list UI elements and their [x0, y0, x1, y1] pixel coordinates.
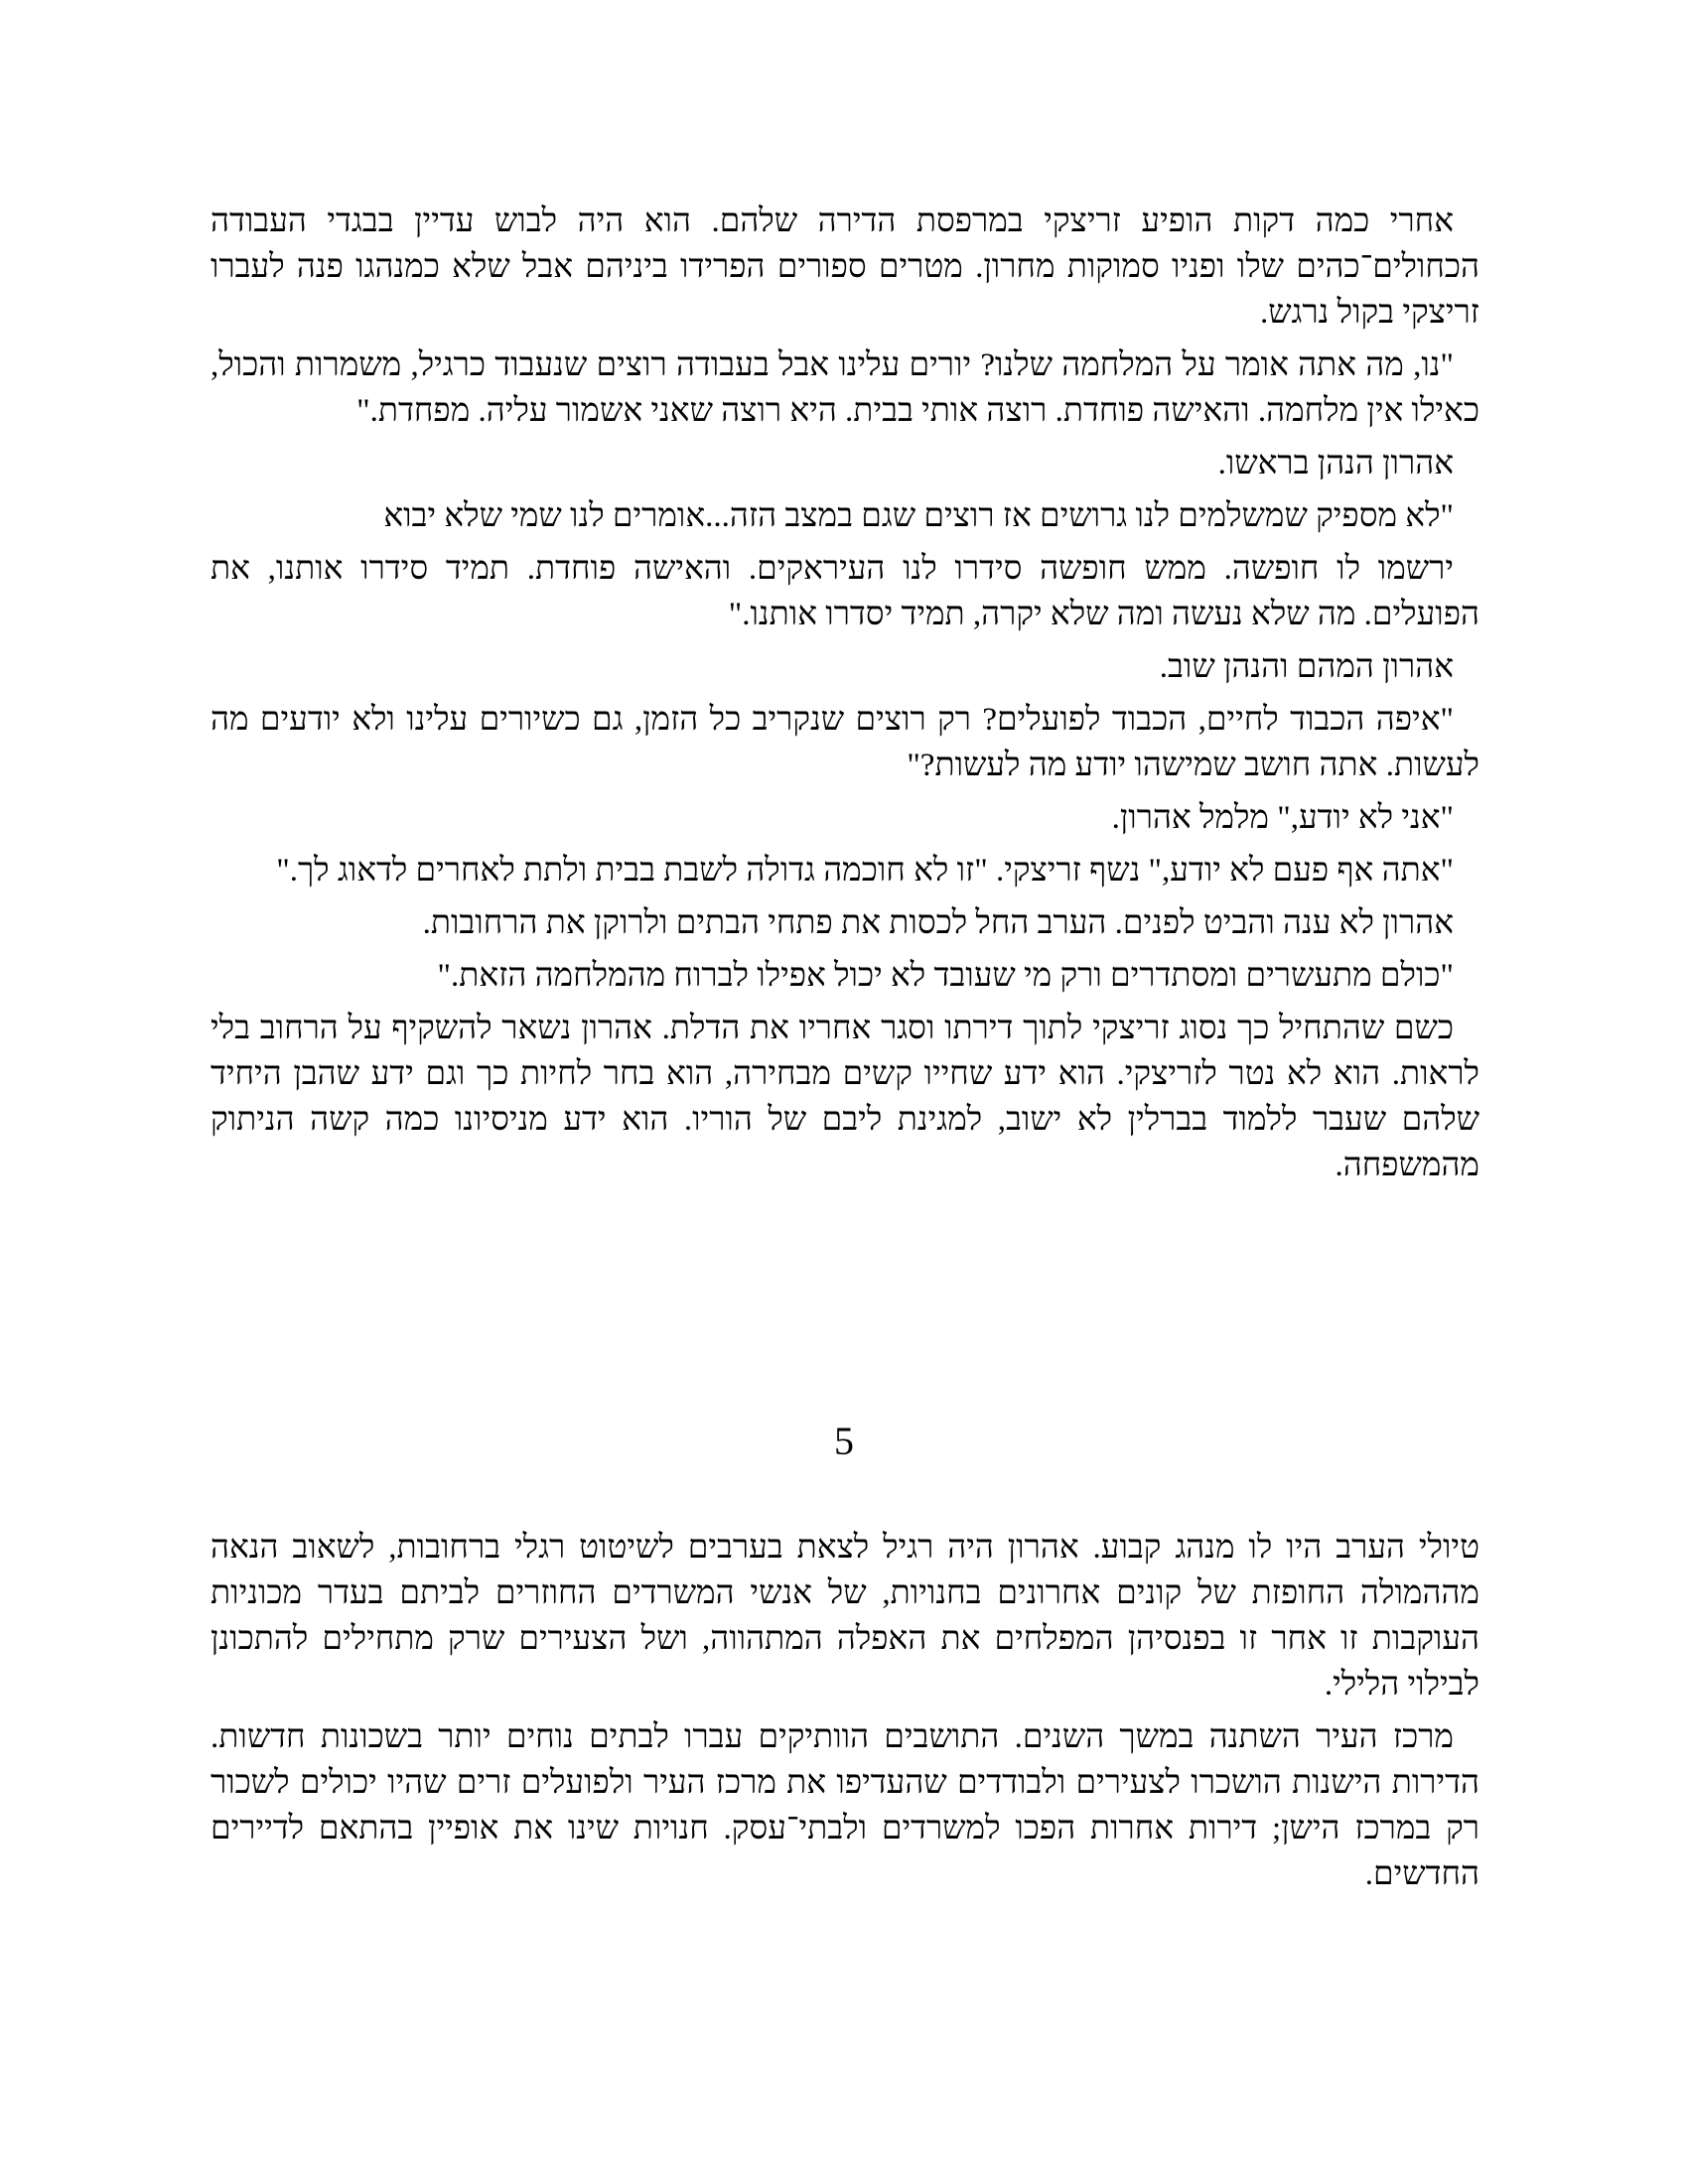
- paragraph: ירשמו לו חופשה. ממש חופשה סידרו לנו העיראקים. והאישה פוחדת. תמיד סידרו אותנו, את הפועלים. מה שלא נעשה ומה שלא יקרה, תמיד יסדרו אותנו.": [211, 551, 1479, 632]
- paragraph: "אתה אף פעם לא יודע," נשף זריצקי. "זו לא חוכמה גדולה לשבת בבית ולתת לאחרים לדאוג לך.": [276, 853, 1454, 888]
- paragraph: אהרון לא ענה והביט לפנים. הערב החל לכסות את פתחי הבתים ולרוקן את הרחובות.: [422, 905, 1454, 941]
- text-section-2: [211, 1525, 1479, 1904]
- chapter-number: 5: [834, 1419, 854, 1463]
- paragraph: אחרי כמה דקות הופיע זריצקי במרפסת הדירה שלהם. הוא היה לבוש עדיין בבגדי העבודה הכחולים־כהים שלו ופניו סמוקות מחרון. מטרים ספורים הפרידו ביניהם אבל שלא כמנהגו פנה לעברו זריצקי בקול נרגש.: [211, 204, 1479, 331]
- paragraph: טיולי הערב היו לו מנהג קבוע. אהרון היה רגיל לצאת בערבים לשיטוט רגלי ברחובות, לשאוב הנאה מההמולה החופזת של קונים אחרונים בחנויות, של אנשי המשרדים החוזרים לביתם בעדר מכוניות העוקבות זו אחר זו בפנסיהן המפלחים את האפלה המתהווה, ושל הצעירים שרק מתחילים להתכונן לבילוי הלילי.: [211, 1530, 1479, 1703]
- paragraph: אהרון המהם והנהן שוב.: [1159, 649, 1454, 685]
- paragraph: "איפה הכבוד לחיים, הכבוד לפועלים? רק רוצים שנקריב כל הזמן, גם כשיורים עלינו ולא יודעים מה לעשות. אתה חושב שמישהו יודע מה לעשות?": [211, 702, 1479, 783]
- paragraph: מרכז העיר השתנה במשך השנים. התושבים הוותיקים עברו לבתים נוחים יותר בשכונות חדשות. הדירות הישנות הושכרו לצעירים ולבודדים שהעדיפו את מרכז העיר ולפועלים זרים שהיו יכולים לשכור רק במרכז הישן; דירות אחרות הפכו למשרדים ולבתי־עסק. חנויות שינו את אופיין בהתאם לדיירים החדשים.: [211, 1719, 1479, 1892]
- paragraph: "לא מספיק שמשלמים לנו גרושים אז רוצים שגם במצב הזה...אומרים לנו שמי שלא יבוא: [383, 498, 1454, 534]
- paragraph: "כולם מתעשרים ומסתדרים ורק מי שעובד לא יכול אפילו לברוח מהמלחמה הזאת.": [437, 958, 1454, 994]
- paragraph: כשם שהתחיל כך נסוג זריצקי לתוך דירתו וסגר אחריו את הדלת. אהרון נשאר להשקיף על הרחוב בלי לראות. הוא לא נטר לזריצקי. הוא ידע שחייו קשים מבחירה, הוא בחר לחיות כך וגם ידע שהבן היחיד שלהם שעבר ללמוד בברלין לא ישוב, למגינת ליבם של הוריו. הוא ידע מניסיונו כמה קשה הניתוק מהמשפחה.: [211, 1011, 1479, 1183]
- paragraph: אהרון הנהן בראשו.: [1217, 446, 1454, 481]
- text-section-1: [211, 199, 1479, 1195]
- paragraph: "אני לא יודע," מלמל אהרון.: [1111, 800, 1454, 836]
- paragraph: "נו, מה אתה אומר על המלחמה שלנו? יורים עלינו אבל בעבודה רוצים שנעבוד כרגיל, משמרות והכול, כאילו אין מלחמה. והאישה פוחדת. רוצה אותי בבית. היא רוצה שאני אשמור עליה. מפחדת.": [211, 347, 1479, 429]
